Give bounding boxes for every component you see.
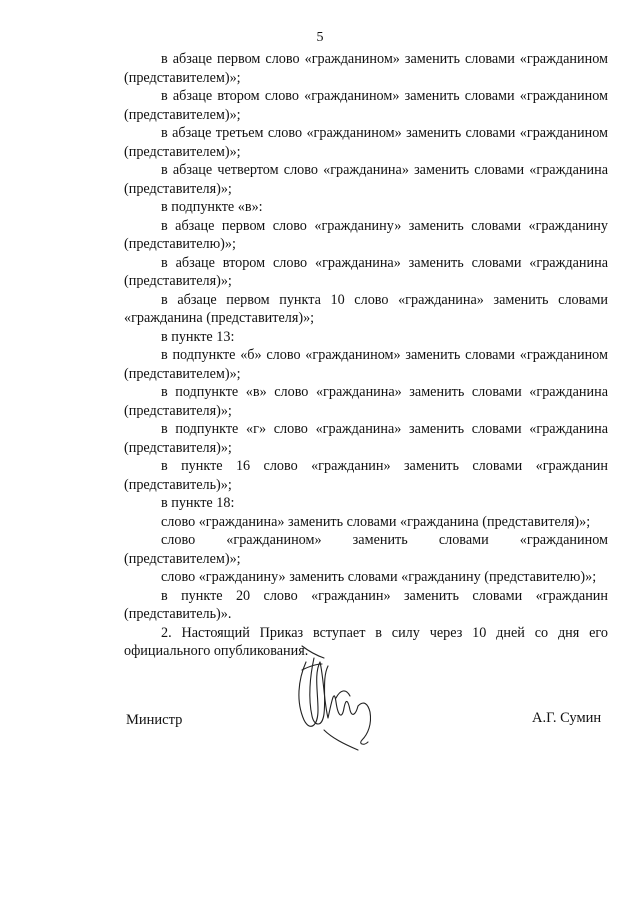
paragraph: в пункте 20 слово «гражданин» заменить словами «гражданин (представитель)». bbox=[124, 587, 608, 622]
paragraph: слово «гражданину» заменить словами «гражданину (представителю)»; bbox=[161, 569, 597, 585]
paragraph: в абзаце четвертом слово «гражданина» заменить словами «гражданина (представителя)»; bbox=[124, 162, 608, 197]
paragraph: в абзаце первом слово «гражданином» заменить словами «гражданином (представителем)»; bbox=[124, 51, 608, 86]
paragraph: в абзаце третьем слово «гражданином» заменить словами «гражданином (представителем)»; bbox=[124, 125, 608, 160]
paragraph: в пункте 18: bbox=[161, 495, 235, 511]
paragraph: в подпункте «б» слово «гражданином» заменить словами «гражданином (представителем)»; bbox=[124, 347, 608, 382]
handwritten-signature bbox=[284, 640, 384, 752]
paragraph: в пункте 16 слово «гражданин» заменить словами «гражданин (представитель)»; bbox=[124, 458, 608, 493]
signer-name: А.Г. Сумин bbox=[532, 710, 602, 726]
paragraph: слово «гражданина» заменить словами «гражданина (представителя)»; bbox=[161, 513, 591, 530]
document-body bbox=[124, 50, 608, 661]
paragraph: слово «гражданином» заменить словами «гражданином (представителем)»; bbox=[124, 532, 608, 567]
paragraph: в подпункте «в»: bbox=[161, 199, 263, 215]
paragraph: в пункте 13: bbox=[161, 328, 235, 345]
signer-title: Министр bbox=[126, 712, 183, 728]
paragraph: в абзаце втором слово «гражданином» заменить словами «гражданином (представителем)»; bbox=[124, 88, 608, 123]
paragraph: в абзаце первом пункта 10 слово «гражданина» заменить словами «гражданина (представителя)»; bbox=[124, 291, 608, 326]
paragraph: в подпункте «г» слово «гражданина» заменить словами «гражданина (представителя)»; bbox=[124, 421, 608, 456]
paragraph: 2. Настоящий Приказ вступает в силу через 10 дней со дня его официального опубликования. bbox=[124, 624, 608, 659]
page-number: 5 bbox=[316, 30, 324, 45]
paragraph: в подпункте «в» слово «гражданина» заменить словами «гражданина (представителя)»; bbox=[124, 384, 608, 419]
paragraph: в абзаце втором слово «гражданина» заменить словами «гражданина (представителя)»; bbox=[124, 254, 608, 289]
signature-block bbox=[0, 640, 640, 760]
paragraph: в абзаце первом слово «гражданину» заменить словами «гражданину (представителю)»; bbox=[124, 217, 608, 252]
